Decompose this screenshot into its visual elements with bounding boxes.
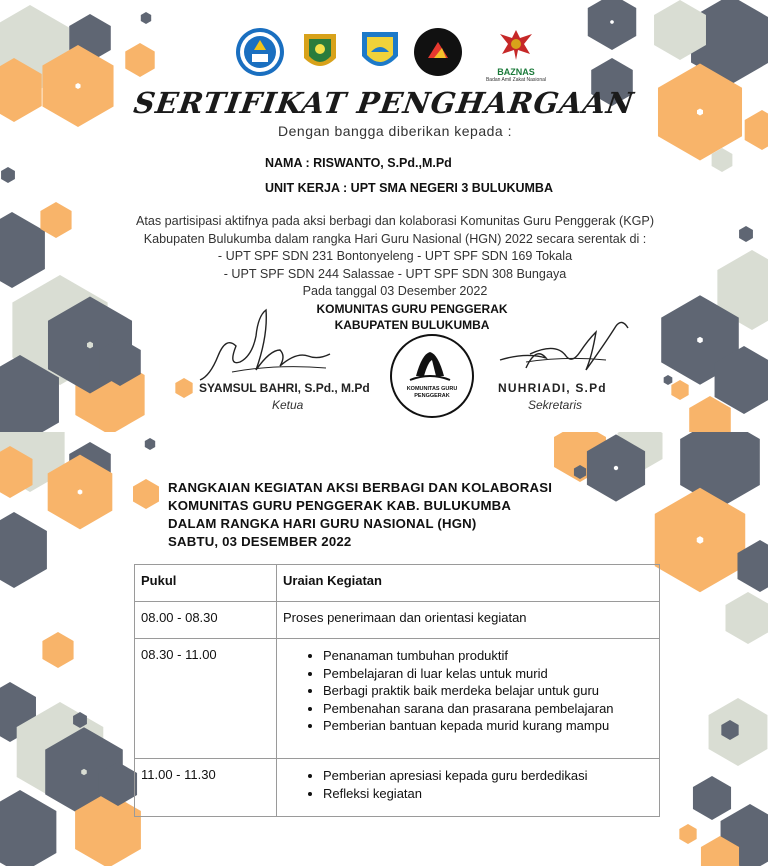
unit-value: UPT SMA NEGERI 3 BULUKUMBA: [350, 181, 553, 195]
body-line: Pada tanggal 03 Desember 2022: [302, 284, 488, 299]
body-line: Atas partisipasi aktifnya pada aksi berbagi dan kolaborasi Komunitas Guru Penggerak (KGP): [135, 214, 655, 228]
certificate-intro: Dengan bangga diberikan kepada :: [278, 123, 512, 139]
body-line: - UPT SPF SDN 231 Bontonyeleng - UPT SPF SDN 169 Tokala: [217, 249, 573, 264]
org-line-1: KOMUNITAS GURU PENGGERAK: [316, 302, 508, 316]
activity-cell: Proses penerimaan dan orientasi kegiatan: [277, 602, 660, 639]
list-item: • Pemberian bantuan kepada murid kurang mampu: [323, 717, 653, 735]
name-value: RISWANTO, S.Pd.,M.Pd: [313, 156, 452, 170]
baznas-logo: [474, 26, 558, 82]
community-emblem-icon: [390, 342, 470, 388]
activity-list: [283, 647, 653, 735]
community-stamp: [390, 334, 474, 418]
list-item: • Pembenahan sarana dan prasarana pembelajaran: [323, 700, 653, 718]
sulsel-province-logo: [296, 28, 344, 76]
list-item: • Berbagi praktik baik merdeka belajar untuk guru: [323, 682, 653, 700]
org-line-2: KABUPATEN BULUKUMBA: [334, 318, 490, 332]
body-line: Kabupaten Bulukumba dalam rangka Hari Guru Nasional (HGN) 2022 secara serentak di :: [143, 231, 647, 246]
recipient-name-row: [265, 156, 452, 170]
baznas-sublabel: Badan Amil Zakat Nasional: [485, 77, 547, 83]
list-item: • Pemberian apresiasi kepada guru berdedikasi: [323, 767, 653, 785]
name-label: NAMA :: [265, 156, 310, 170]
activity-cell: [277, 759, 660, 817]
work-unit-row: [265, 181, 553, 195]
time-cell: 11.00 - 11.30: [135, 759, 277, 817]
schedule-date: SABTU, 03 DESEMBER 2022: [168, 534, 352, 549]
right-signer-name: NUHRIADI, S.Pd: [498, 381, 607, 395]
table-row: [135, 602, 660, 639]
schedule-title-line: KOMUNITAS GURU PENGGERAK KAB. BULUKUMBA: [168, 498, 512, 513]
table-header-row: [135, 565, 660, 602]
left-signer-role: Ketua: [272, 398, 304, 412]
column-header-activity: Uraian Kegiatan: [277, 565, 660, 602]
right-signer-role: Sekretaris: [528, 398, 583, 412]
left-signer-name: SYAMSUL BAHRI, S.Pd., M.Pd: [199, 381, 370, 395]
time-cell: 08.30 - 11.00: [135, 639, 277, 759]
activity-cell: [277, 639, 660, 759]
schedule-title-line: RANGKAIAN KEGIATAN AKSI BERBAGI DAN KOLABORASI: [168, 480, 553, 495]
schedule-table: [134, 564, 660, 817]
left-signature: [196, 306, 336, 386]
schedule-title-line: DALAM RANGKA HARI GURU NASIONAL (HGN): [168, 516, 477, 531]
table-row: [135, 639, 660, 759]
guru-penggerak-logo: [414, 28, 462, 76]
bulukumba-regency-logo: [356, 28, 404, 76]
unit-label: UNIT KERJA :: [265, 181, 348, 195]
list-item: • Penanaman tumbuhan produktif: [323, 647, 653, 665]
time-cell: 08.00 - 08.30: [135, 602, 277, 639]
list-item: • Pembelajaran di luar kelas untuk murid: [323, 665, 653, 683]
certificate-page: [0, 0, 768, 432]
garuda-icon: [496, 26, 536, 62]
certificate-title: SERTIFIKAT PENGHARGAAN: [131, 86, 637, 120]
column-header-time: Pukul: [135, 565, 277, 602]
stamp-text: KOMUNITAS GURU PENGGERAK: [406, 386, 458, 399]
table-row: [135, 759, 660, 817]
right-signature: [496, 312, 636, 382]
baznas-label: BAZNAS: [497, 67, 535, 77]
activity-list: [283, 767, 653, 802]
body-line: - UPT SPF SDN 244 Salassae - UPT SPF SDN 308 Bungaya: [223, 266, 567, 281]
certificate-body: [100, 213, 690, 301]
tut-wuri-handayani-logo: [236, 28, 284, 76]
list-item: • Refleksi kegiatan: [323, 785, 653, 803]
